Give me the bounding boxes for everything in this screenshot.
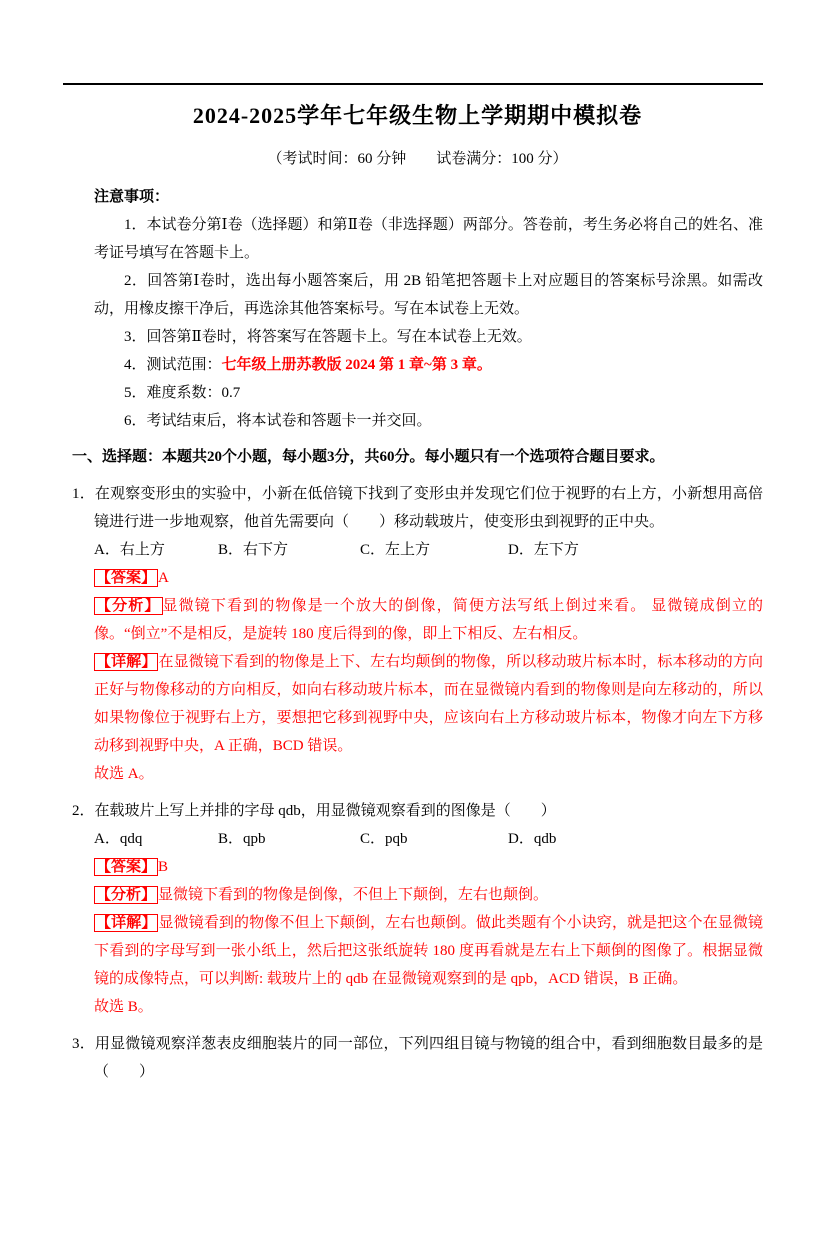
question-2 [72,797,763,1021]
answer-label: 【答案】 [96,859,157,875]
exam-info-line: （考试时间：60 分钟 试卷满分：100 分） [267,151,568,167]
question-2-option-a: A．qdq [94,831,143,847]
question-1 [72,480,763,788]
question-2-detail-text: 显微镜看到的物像不但上下颠倒，左右也颠倒。做此类题有个小诀窍，就是把这个在显微镜下看到的字母写到一张小纸上，然后把这张纸旋转 180 度再看就是左右上下颠倒的图像了。根据显微镜的成像特点，可以判断: 载玻片上的 qdb 在显微镜观察到的是 qpb，ACD 错误，B 正确。 [94,915,763,987]
question-2-analysis-line [94,881,763,909]
question-1-conclusion: 故选 A。 [94,766,154,782]
question-1-option-d: D．左下方 [508,542,579,558]
detail-label: 【详解】 [96,915,157,931]
question-1-detail-line [94,648,763,760]
question-2-answer-value: B [158,859,169,875]
notice-item-1: 1．本试卷分第Ⅰ卷（选择题）和第Ⅱ卷（非选择题）两部分。答卷前，考生务必将自己的姓名、准考证号填写在答题卡上。 [94,217,763,261]
exam-paper [0,83,827,1086]
question-1-answer-line [94,564,763,592]
question-1-stem: 1．在观察变形虫的实验中，小新在低倍镜下找到了变形虫并发现它们位于视野的右上方，小新想用高倍镜进行进一步地观察，他首先需要向（ ）移动载玻片，使变形虫到视野的正中央。 [72,486,763,530]
notice-item-3: 3．回答第Ⅱ卷时，将答案写在答题卡上。写在本试卷上无效。 [124,329,532,345]
question-2-conclusion: 故选 B。 [94,999,153,1015]
question-2-analysis-text: 显微镜下看到的物像是倒像，不但上下颠倒，左右也颠倒。 [158,887,549,903]
question-1-options [94,536,763,564]
analysis-label: 【分析】 [96,887,157,903]
question-2-detail-line [94,909,763,993]
question-2-answer-line [94,853,763,881]
notice-item-4-scope: 七年级上册苏教版 2024 第 1 章~第 3 章。 [221,357,492,373]
notice-item-4-prefix: 4．测试范围： [124,357,222,373]
notice-item-6: 6．考试结束后，将本试卷和答题卡一并交回。 [124,413,432,429]
question-1-option-b: B．右下方 [218,542,289,558]
question-1-analysis-text: 显微镜下看到的物像是一个放大的倒像，简便方法写纸上倒过来看。 显微镜成倒立的像。“倒立”不是相反，是旋转 180 度后得到的像，即上下相反、左右相反。 [94,598,763,642]
top-divider [63,83,763,85]
notice-item-4 [94,351,763,379]
notice-item-2: 2．回答第Ⅰ卷时，选出每小题答案后，用 2B 铅笔把答题卡上对应题目的答案标号涂黑。如需改动，用橡皮擦干净后，再选涂其他答案标号。写在本试卷上无效。 [94,273,763,317]
detail-label: 【详解】 [96,654,157,670]
question-2-option-b: B．qpb [218,831,266,847]
question-3-stem: 3．用显微镜观察洋葱表皮细胞装片的同一部位，下列四组目镜与物镜的组合中，看到细胞数目最多的是（ ） [72,1036,763,1080]
analysis-label: 【分析】 [96,598,161,614]
question-1-detail-text: 在显微镜下看到的物像是上下、左右均颠倒的物像，所以移动玻片标本时，标本移动的方向正好与物像移动的方向相反，如向右移动玻片标本，而在显微镜内看到的物像则是向左移动的，所以如果物像位于视野右上方，要想把它移到视野中央，应该向右上方移动玻片标本，物像才向左下方移动移到视野中央，A 正确，BCD 错误。 [94,654,763,754]
question-1-answer-value: A [158,570,169,586]
question-1-option-c: C．左上方 [360,542,431,558]
answer-label: 【答案】 [96,570,157,586]
page-title: 2024-2025学年七年级生物上学期期中模拟卷 [192,103,643,128]
question-1-option-a: A．右上方 [94,542,165,558]
question-2-options [94,825,763,853]
notice-heading: 注意事项： [94,189,170,205]
question-2-option-c: C．pqb [360,831,408,847]
question-2-option-d: D．qdb [508,831,557,847]
section-heading-choice: 一、选择题：本题共20个小题，每小题3分，共60分。每小题只有一个选项符合题目要求。 [72,449,665,465]
notice-section [94,183,763,435]
question-2-stem: 2．在载玻片上写上并排的字母 qdb，用显微镜观察看到的图像是（ ） [72,803,556,819]
question-1-analysis-line [94,592,763,648]
question-3 [72,1030,763,1086]
notice-item-5: 5．难度系数：0.7 [124,385,241,401]
